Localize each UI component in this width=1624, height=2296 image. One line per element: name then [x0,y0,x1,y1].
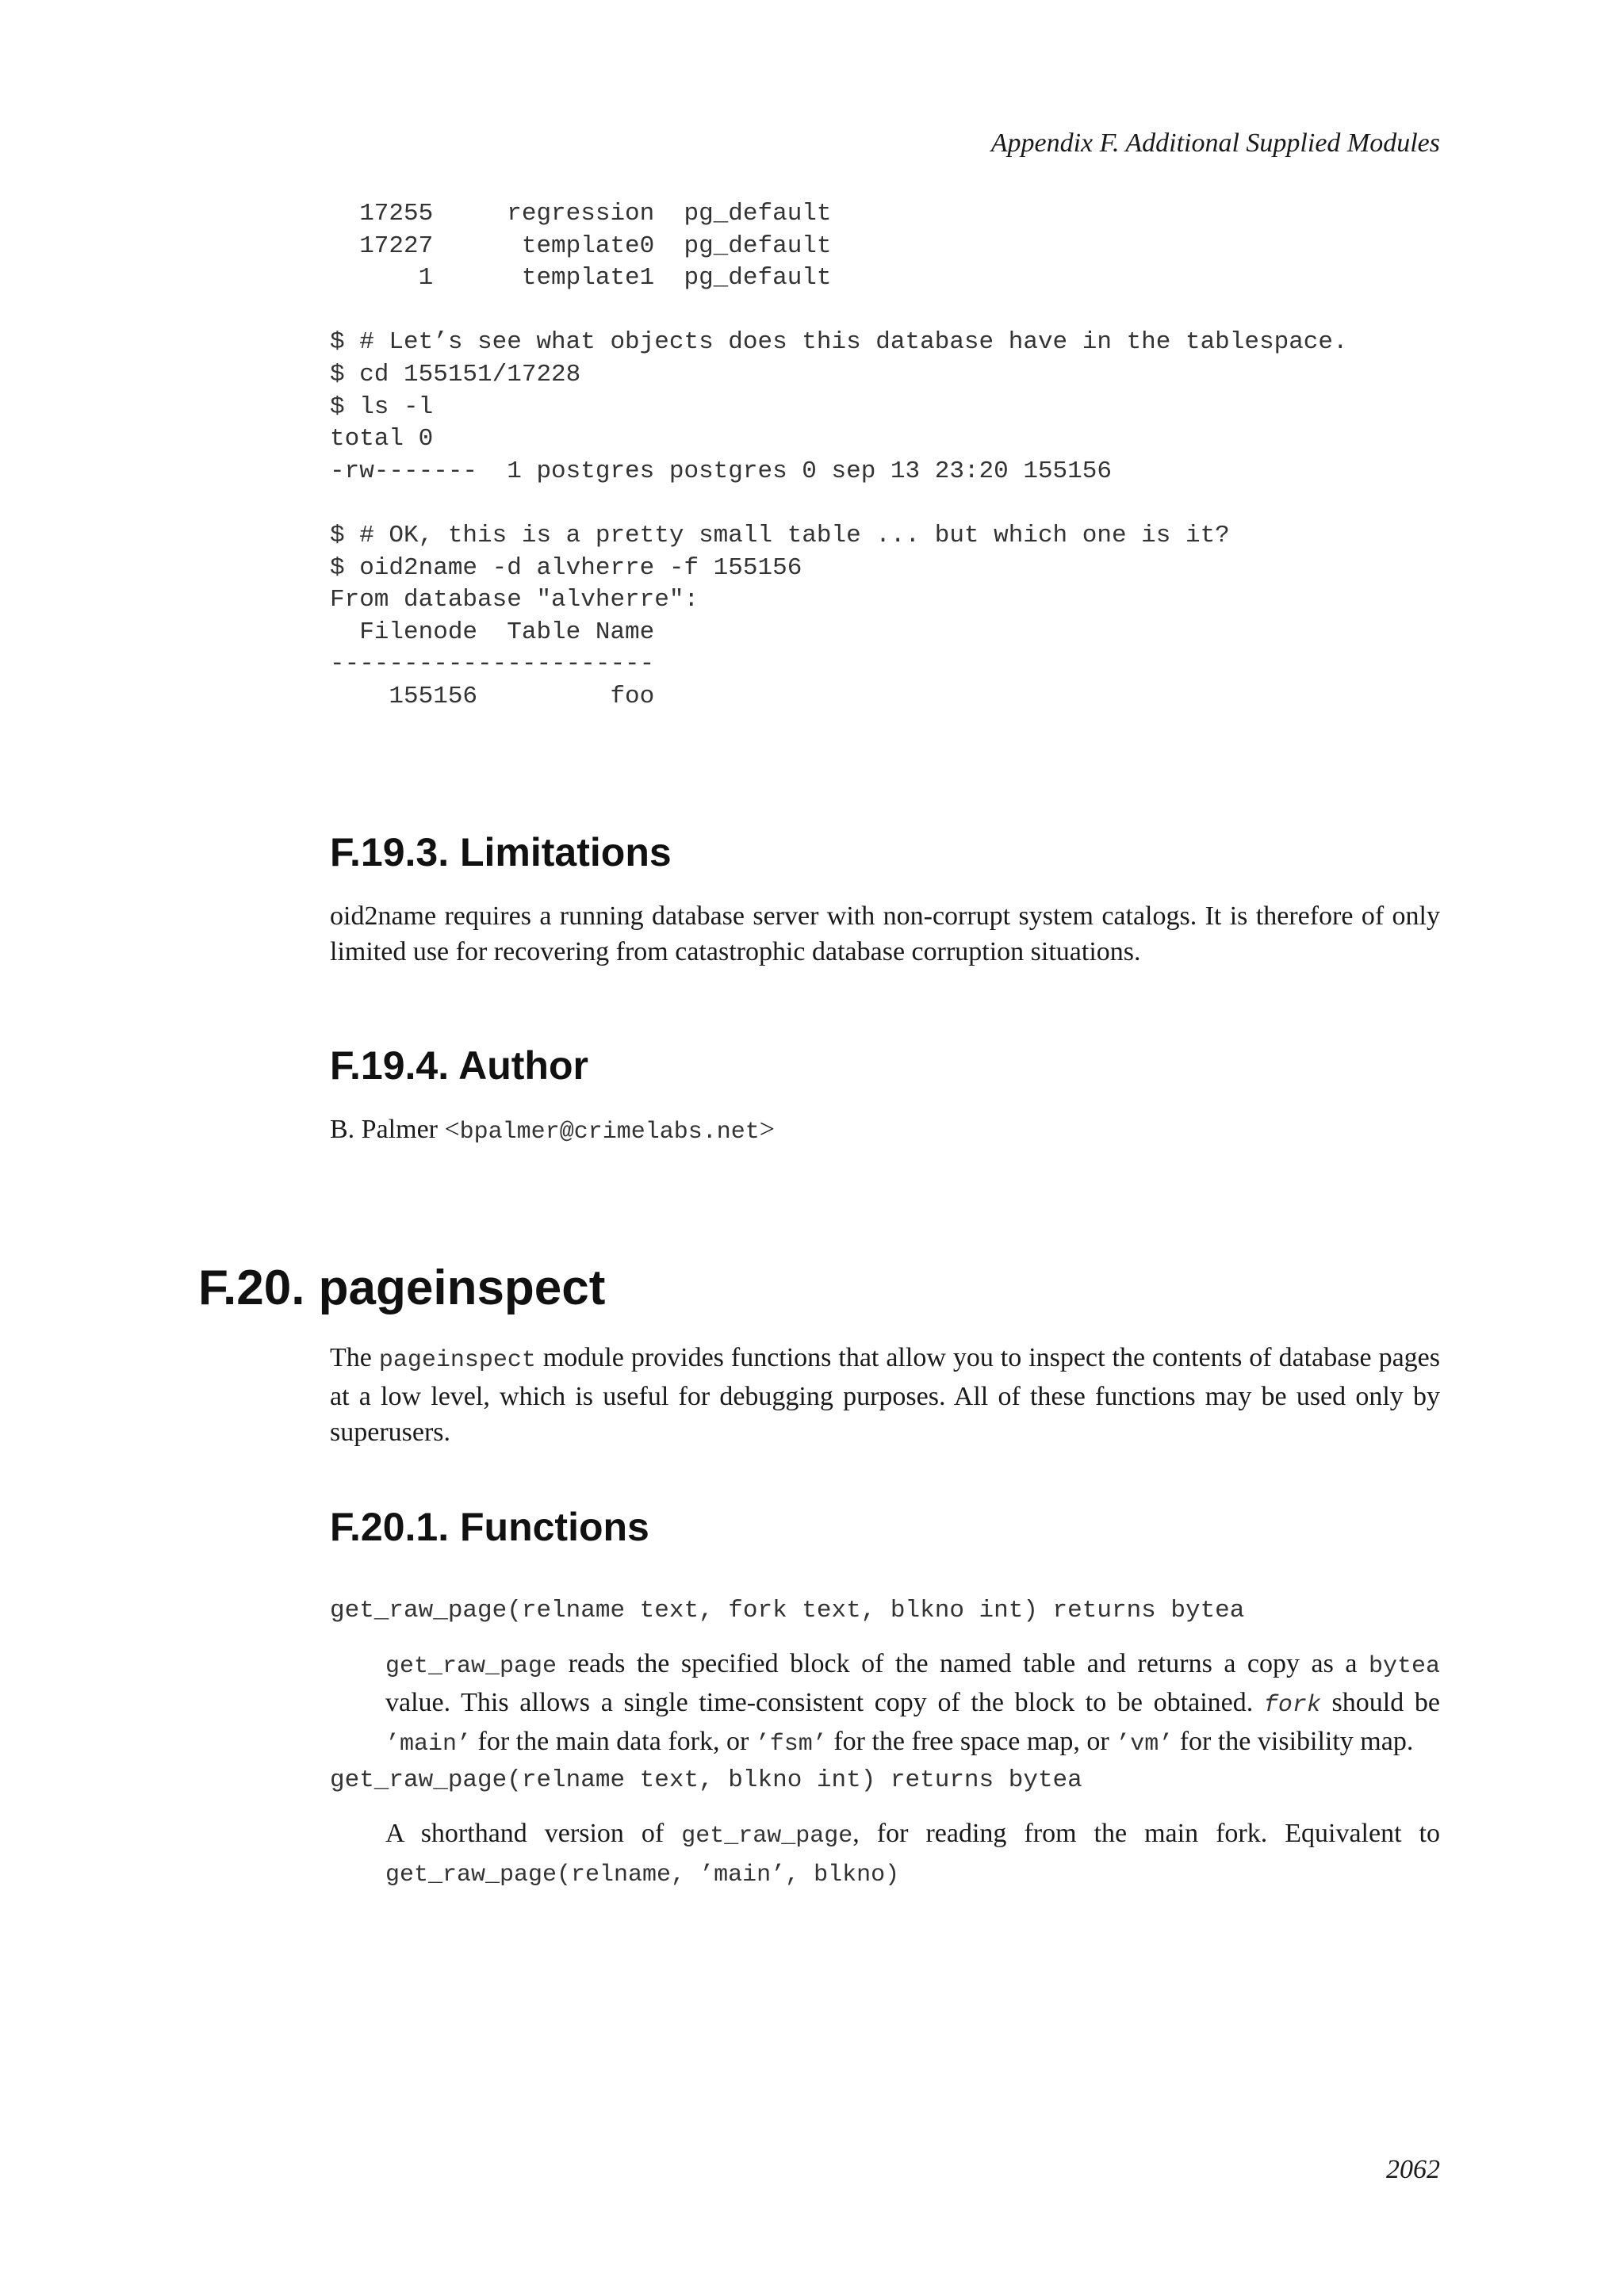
function-description [385,1646,1440,1762]
inline-code: ’fsm’ [755,1731,827,1758]
inline-code-parameter: fork [1263,1692,1321,1719]
screen-line: ---------------------- [330,650,655,679]
running-header: Appendix F. Additional Supplied Modules [990,128,1440,158]
intro-text: The [330,1343,379,1372]
screen-line: $ # Let’s see what objects does this database have in the tablespace. [330,328,1348,357]
inline-code: get_raw_page [681,1823,853,1850]
screen-line: $ oid2name -d alvherre -f 155156 [330,553,802,582]
desc-text: for the visibility map. [1173,1727,1414,1756]
desc-text: for the free space map, or [826,1727,1116,1756]
inline-code: get_raw_page(relname, ’main’, blkno) [385,1862,900,1888]
desc-text: A shorthand version of [385,1819,682,1848]
desc-text: should be [1320,1688,1440,1717]
screen-output [330,198,1348,714]
author-line [330,1112,1440,1150]
limitations-heading: F.19.3. Limitations [330,830,672,874]
pageinspect-intro [330,1340,1440,1450]
inline-code: ’vm’ [1116,1731,1174,1758]
author-name: B. Palmer [330,1115,445,1144]
screen-line: 17255 regression pg_default [330,200,832,228]
screen-line: $ # OK, this is a pretty small table ... but which one is it? [330,521,1230,549]
pageinspect-heading: F.20. pageinspect [198,1261,606,1315]
functions-heading: F.20.1. Functions [330,1505,649,1549]
email-bracket-open: < [444,1115,460,1144]
screen-line: $ ls -l [330,392,434,421]
intro-text: module provides functions that allow you to inspect the contents of database pages at a low level, which is useful for debugging purposes. All of these functions may be used only by superusers. [330,1343,1441,1447]
inline-code: get_raw_page [385,1653,557,1680]
desc-text: for the main data fork, or [471,1727,756,1756]
author-heading: F.19.4. Author [330,1043,588,1088]
function-signature: get_raw_page(relname text, blkno int) returns bytea [330,1766,1082,1794]
function-signature: get_raw_page(relname text, fork text, blkno int) returns bytea [330,1597,1245,1624]
inline-code: ’main’ [385,1731,472,1758]
pageinspect-code: pageinspect [378,1347,536,1374]
author-email: bpalmer@crimelabs.net [459,1119,760,1146]
limitations-text: oid2name requires a running database server with non-corrupt system catalogs. It is therefore of only limited use for recovering from catastrophic database corruption situations. [330,901,1440,966]
inline-code: bytea [1368,1653,1440,1680]
screen-line: -rw------- 1 postgres postgres 0 sep 13 23:20 155156 [330,457,1112,485]
screen-line: 17227 template0 pg_default [330,232,832,260]
screen-line: 1 template1 pg_default [330,264,832,293]
screen-line: $ cd 155151/17228 [330,360,581,388]
function-description [385,1816,1440,1893]
screen-line: total 0 [330,425,434,453]
desc-text: , for reading from the main fork. Equivalent to [852,1819,1440,1848]
screen-line: From database "alvherre": [330,586,699,614]
email-bracket-close: > [759,1115,775,1144]
desc-text: reads the specified block of the named table and returns a copy as a [557,1649,1369,1678]
screen-line: Filenode Table Name [330,618,655,646]
screen-line: 155156 foo [330,682,655,710]
desc-text: value. This allows a single time-consistent copy of the block to be obtained. [385,1688,1264,1717]
page-number: 2062 [1386,2155,1440,2184]
